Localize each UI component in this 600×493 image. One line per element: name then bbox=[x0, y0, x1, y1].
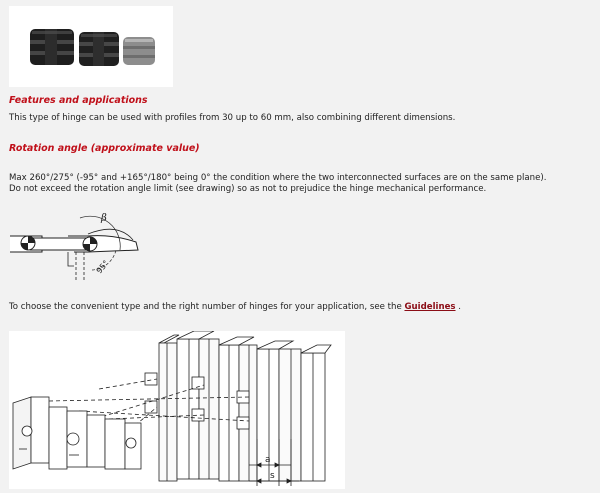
guidelines-link[interactable]: Guidelines bbox=[404, 302, 456, 312]
aluminium-profiles bbox=[159, 331, 331, 481]
hinge-black-large bbox=[30, 29, 74, 65]
hinge-body bbox=[13, 397, 141, 469]
hinge-grey-small bbox=[123, 37, 155, 65]
rotation-text-line1: Max 260°/275° (-95° and +165°/180° being 0° the condition where the two interconnected surfaces are on the same plane). bbox=[9, 173, 547, 183]
rotation-heading: Rotation angle (approximate value) bbox=[9, 143, 200, 154]
guidelines-suffix: . bbox=[455, 302, 461, 312]
hinge-assembly-illustration bbox=[9, 331, 345, 489]
assembly-drawing bbox=[9, 331, 345, 489]
product-photo bbox=[9, 6, 173, 87]
dim-s-label: s bbox=[270, 471, 275, 481]
right-pivot-icon bbox=[83, 237, 97, 251]
dim-a-label: a bbox=[265, 455, 271, 465]
guidelines-prefix: To choose the convenient type and the right number of hinges for your application, see the bbox=[9, 302, 405, 312]
left-pivot-icon bbox=[21, 236, 35, 250]
rotation-text-line2: Do not exceed the rotation angle limit (see drawing) so as not to prejudice the hinge mechanical performance. bbox=[9, 184, 487, 194]
beta-label: β bbox=[101, 213, 107, 224]
hinge-product-image bbox=[9, 6, 173, 87]
hinge-black-medium bbox=[79, 32, 119, 66]
rotation-angle-drawing bbox=[8, 210, 143, 282]
angle-95-label: 95° bbox=[94, 258, 111, 276]
features-heading: Features and applications bbox=[9, 95, 148, 106]
features-text: This type of hinge can be used with profiles from 30 up to 60 mm, also combining different dimensions. bbox=[9, 113, 456, 123]
guidelines-sentence bbox=[9, 302, 594, 313]
